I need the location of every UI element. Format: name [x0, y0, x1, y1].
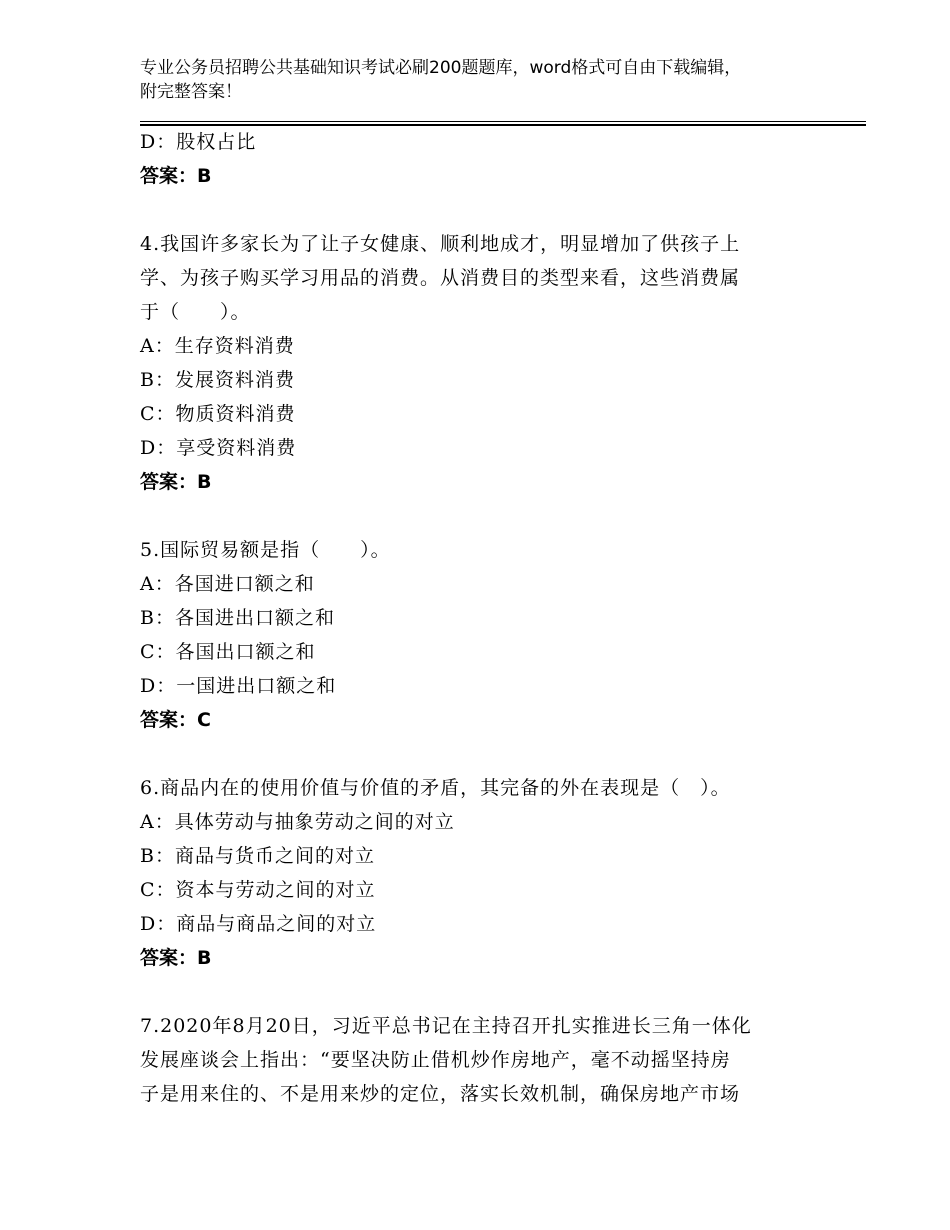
q5-stem: 5.国际贸易额是指（ ）。	[140, 539, 391, 561]
q7-stem-line-1: 7.2020年8月20日，习近平总书记在主持召开扎实推进长三角一体化	[140, 1015, 752, 1037]
q3-answer: 答案：B	[140, 165, 212, 187]
q5-option-c: C：各国出口额之和	[140, 641, 316, 663]
q6-answer: 答案：B	[140, 947, 212, 969]
q4-option-b: B：发展资料消费	[140, 369, 295, 391]
document-body	[140, 125, 830, 1111]
q4-stem-line-3: 于（ ）。	[140, 301, 251, 323]
q4-answer: 答案：B	[140, 471, 212, 493]
page-header	[140, 56, 840, 104]
q6-stem: 6.商品内在的使用价值与价值的矛盾，其完备的外在表现是（ ）。	[140, 777, 731, 799]
q4-option-d: D：享受资料消费	[140, 437, 297, 459]
q6-option-d: D：商品与商品之间的对立	[140, 913, 377, 935]
spacer	[140, 975, 830, 1009]
q7-stem-line-2: 发展座谈会上指出：“要坚决防止借机炒作房地产，毫不动摇坚持房	[140, 1049, 731, 1071]
q4-stem-line-1: 4.我国许多家长为了让子女健康、顺利地成才，明显增加了供孩子上	[140, 233, 741, 255]
q6-option-b: B：商品与货币之间的对立	[140, 845, 375, 867]
spacer	[140, 737, 830, 771]
header-line-2: 附完整答案！	[140, 82, 242, 102]
q5-answer: 答案：C	[140, 709, 211, 731]
q4-stem-line-2: 学、为孩子购买学习用品的消费。从消费目的类型来看，这些消费属	[140, 267, 741, 289]
header-line-1: 专业公务员招聘公共基础知识考试必刷200题题库，word格式可自由下载编辑，	[140, 58, 742, 78]
spacer	[140, 193, 830, 227]
spacer	[140, 499, 830, 533]
q6-option-a: A：具体劳动与抽象劳动之间的对立	[140, 811, 455, 833]
q5-option-d: D：一国进出口额之和	[140, 675, 337, 697]
q6-option-c: C：资本与劳动之间的对立	[140, 879, 376, 901]
q3-option-d: D：股权占比	[140, 131, 257, 153]
q7-stem-line-3: 子是用来住的、不是用来炒的定位，落实长效机制，确保房地产市场	[140, 1083, 741, 1105]
q4-option-c: C：物质资料消费	[140, 403, 296, 425]
q5-option-a: A：各国进口额之和	[140, 573, 315, 595]
q5-option-b: B：各国进出口额之和	[140, 607, 335, 629]
header-divider-thin	[140, 121, 866, 122]
q4-option-a: A：生存资料消费	[140, 335, 295, 357]
